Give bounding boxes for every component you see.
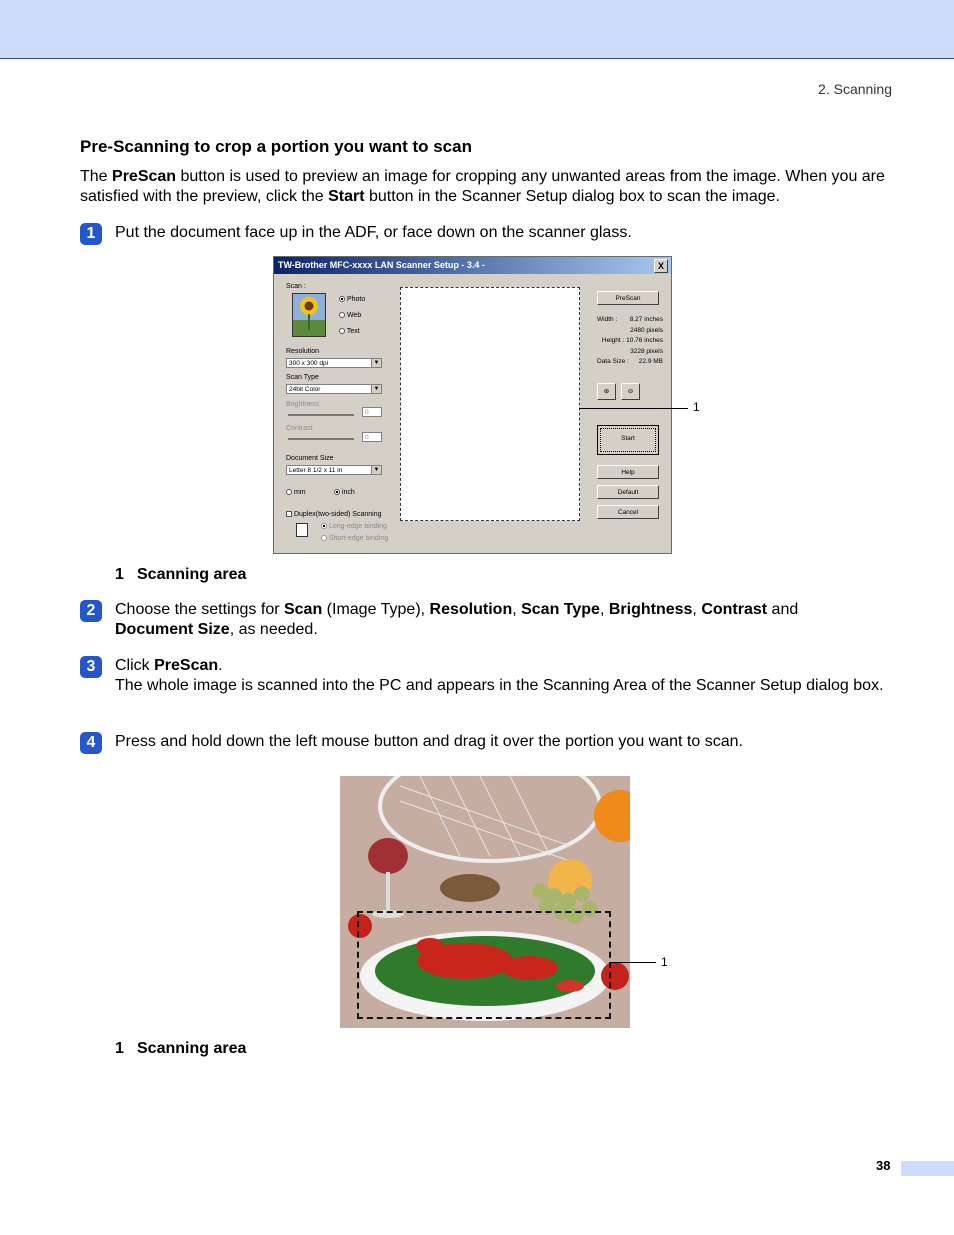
- step-text: Press and hold down the left mouse button and drag it over the portion you want to scan.: [115, 733, 743, 750]
- short-edge-label: Short-edge binding: [328, 535, 389, 542]
- callout-number: 1: [693, 400, 700, 414]
- chevron-down-icon: ▼: [371, 359, 381, 367]
- callout-number: 1: [661, 955, 668, 969]
- radio-text[interactable]: [339, 328, 360, 335]
- caption-number: 1: [115, 566, 124, 583]
- radio-short-edge-circle[interactable]: [321, 535, 327, 541]
- long-edge-label: Long-edge binding: [328, 523, 387, 530]
- width-inches: 8.27 inches: [629, 316, 663, 323]
- caption-text: Scanning area: [137, 1040, 247, 1057]
- page-bar: [901, 1161, 954, 1176]
- brightness-label: Brightness: [286, 401, 320, 408]
- radio-photo[interactable]: [339, 296, 365, 303]
- brightness-value[interactable]: 0: [362, 407, 382, 417]
- zoom-out-icon[interactable]: ⊖: [621, 383, 640, 400]
- callout-line: [579, 408, 688, 409]
- callout-line: [611, 962, 656, 963]
- radio-long-edge-circle[interactable]: [321, 523, 327, 529]
- duplex-icon: [296, 523, 308, 537]
- height-inches: Height : 10.76 inches: [601, 337, 663, 344]
- scan-type-label: Scan Type: [286, 374, 319, 381]
- radio-mm[interactable]: [286, 489, 306, 496]
- contrast-slider[interactable]: [288, 438, 354, 440]
- step-2: [80, 600, 895, 640]
- document-size-value: Letter 8 1/2 x 11 in: [289, 467, 343, 474]
- chevron-down-icon: ▼: [371, 466, 381, 474]
- width-label: Width :: [597, 316, 618, 323]
- intro-paragraph: The PreScan button is used to preview an image for cropping any unwanted areas from the image. When you are satisfied with the preview, click the Start button in the Scanner Setup dialog box to scan the image.: [80, 168, 885, 205]
- resolution-value: 300 x 300 dpi: [289, 360, 329, 367]
- zoom-in-icon[interactable]: ⊕: [597, 383, 616, 400]
- radio-web-label: Web: [346, 312, 362, 319]
- radio-text-circle[interactable]: [339, 328, 345, 334]
- selection-rectangle[interactable]: [357, 911, 611, 1019]
- help-button[interactable]: Help: [597, 465, 659, 479]
- duplex-check[interactable]: [286, 511, 292, 517]
- radio-web[interactable]: [339, 312, 361, 319]
- document-size-select[interactable]: [286, 465, 382, 475]
- header-band: [0, 0, 954, 59]
- chevron-down-icon: ▼: [371, 385, 381, 393]
- page-heading: Pre-Scanning to crop a portion you want to scan: [80, 137, 472, 156]
- data-size-row: [597, 357, 663, 368]
- step-text: Choose the settings for Scan (Image Type), Resolution, Scan Type, Brightness, Contrast and Document Size, as needed.: [115, 601, 799, 638]
- step-3: [80, 656, 895, 696]
- radio-long-edge[interactable]: [321, 523, 387, 530]
- image-info: [597, 315, 663, 368]
- step-number-badge: 4: [80, 732, 102, 754]
- scanning-area[interactable]: [400, 287, 580, 521]
- radio-inch[interactable]: [334, 489, 355, 496]
- width-row: [597, 315, 663, 326]
- food-photo: [340, 776, 630, 1028]
- radio-photo-label: Photo: [346, 296, 366, 303]
- data-size-label: Data Size :: [597, 358, 629, 365]
- start-button[interactable]: Start: [597, 425, 659, 455]
- radio-short-edge[interactable]: [321, 535, 388, 542]
- figure-caption: [115, 566, 246, 584]
- step-4: [80, 732, 895, 752]
- resolution-label: Resolution: [286, 348, 320, 355]
- radio-text-label: Text: [346, 328, 360, 335]
- dialog-title: TW-Brother MFC-xxxx LAN Scanner Setup - 3.4 -: [278, 260, 485, 270]
- caption-text: Scanning area: [137, 566, 247, 583]
- sunflower-icon: [292, 293, 326, 337]
- duplex-label: Duplex(two-sided) Scanning: [293, 511, 382, 518]
- scanner-setup-dialog: [273, 256, 672, 554]
- dialog-title-bar: [274, 257, 671, 274]
- document-size-label: Document Size: [286, 455, 334, 462]
- contrast-label: Contrast: [286, 425, 313, 432]
- section-label: 2. Scanning: [818, 81, 892, 97]
- radio-photo-circle[interactable]: [339, 296, 345, 302]
- step-1: [80, 223, 895, 243]
- duplex-checkbox[interactable]: [286, 511, 382, 518]
- radio-mm-label: mm: [293, 489, 306, 496]
- scan-type-select[interactable]: [286, 384, 382, 394]
- dialog-body: [274, 275, 671, 553]
- caption-number: 1: [115, 1040, 124, 1057]
- radio-web-circle[interactable]: [339, 312, 345, 318]
- contrast-value[interactable]: 0: [362, 432, 382, 442]
- step-number-badge: 1: [80, 223, 102, 245]
- cancel-button[interactable]: Cancel: [597, 505, 659, 519]
- radio-mm-circle[interactable]: [286, 489, 292, 495]
- scan-type-value: 24bit Color: [289, 386, 321, 393]
- close-icon[interactable]: X: [654, 259, 668, 273]
- prescan-button[interactable]: PreScan: [597, 291, 659, 305]
- data-size-value: 22.9 MB: [638, 358, 663, 365]
- step-text: Click PreScan. The whole image is scanned into the PC and appears in the Scanning Area of the Scanner Setup dialog box.: [115, 657, 884, 694]
- figure-caption: [115, 1040, 246, 1058]
- resolution-select[interactable]: [286, 358, 382, 368]
- height-pixels: 3228 pixels: [630, 347, 663, 355]
- scan-label: Scan :: [286, 283, 306, 290]
- default-button[interactable]: Default: [597, 485, 659, 499]
- brightness-slider[interactable]: [288, 414, 354, 416]
- page-number: 38: [876, 1158, 891, 1173]
- width-pixels: 2480 pixels: [630, 326, 663, 334]
- radio-inch-label: inch: [341, 489, 355, 496]
- radio-inch-circle[interactable]: [334, 489, 340, 495]
- step-number-badge: 3: [80, 656, 102, 678]
- step-number-badge: 2: [80, 600, 102, 622]
- step-text: Put the document face up in the ADF, or face down on the scanner glass.: [115, 224, 632, 241]
